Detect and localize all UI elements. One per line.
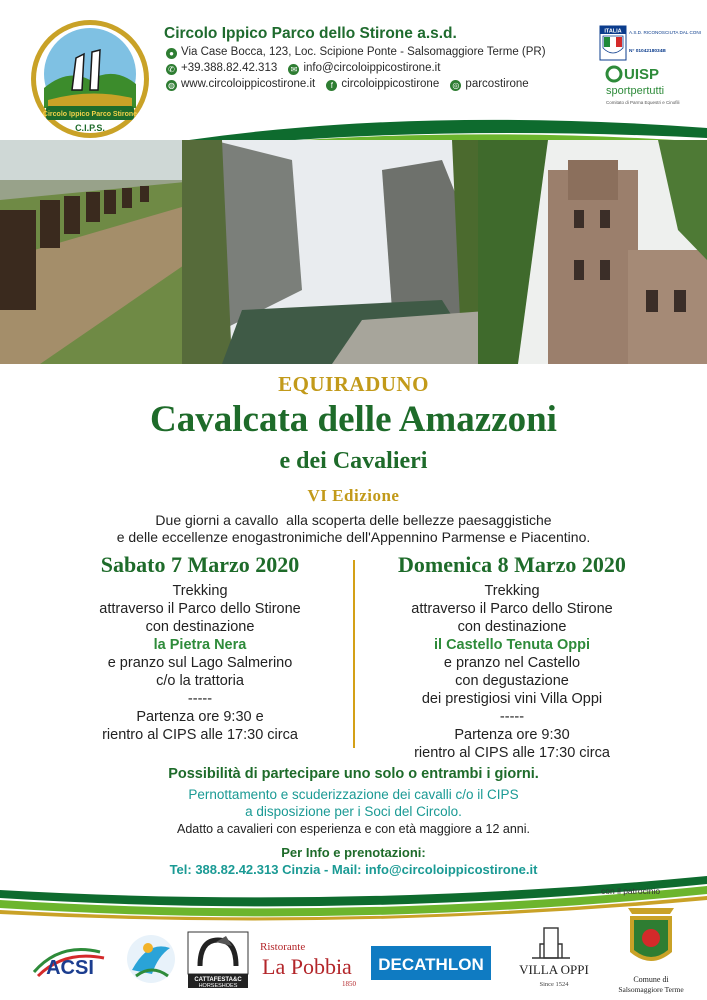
saturday-line-3: con destinazione bbox=[145, 619, 255, 635]
footer-swoosh bbox=[0, 870, 707, 930]
ristorante-text: Ristorante bbox=[260, 941, 306, 953]
saturday-program bbox=[40, 552, 360, 744]
sunday-line-5: con degustazione bbox=[455, 673, 569, 689]
intro-line-2: e delle eccellenze enogastronimiche dell'Appennino Parmense e Piacentino. bbox=[116, 529, 591, 545]
acsi-text: ACSI bbox=[46, 957, 94, 979]
phone: +39.388.82.42.313 bbox=[181, 62, 278, 74]
horseshoes-text: HORSESHOES bbox=[198, 983, 238, 989]
sunday-line-4: e pranzo nel Castello bbox=[443, 655, 581, 671]
facebook-icon: f bbox=[326, 80, 337, 91]
sunday-destination: il Castello Tenuta Oppi bbox=[433, 637, 591, 653]
note-experience: Adatto a cavalieri con esperienza e con età maggiore a 12 anni. bbox=[176, 822, 530, 836]
villa-oppi-since: Since 1524 bbox=[539, 981, 569, 988]
email[interactable]: info@circoloippicostirone.it bbox=[303, 62, 441, 74]
logo-text-bottom: C.I.P.S. bbox=[75, 123, 105, 133]
globe-icon: ◍ bbox=[166, 80, 177, 91]
logo-text-top: Circolo Ippico Parco Stirone bbox=[42, 111, 138, 118]
sunday-title: Domenica 8 Marzo 2020 bbox=[398, 552, 626, 577]
intro-line-1: Due giorni a cavallo alla scoperta delle bellezze paesaggistiche bbox=[155, 512, 552, 528]
club-name: Circolo Ippico Parco dello Stirone a.s.d. bbox=[164, 25, 457, 42]
photo-gorge bbox=[182, 140, 500, 364]
instagram-icon: ◎ bbox=[450, 80, 461, 91]
uisp-name: UISP bbox=[624, 66, 660, 83]
address-row bbox=[166, 46, 546, 59]
coni-logo bbox=[600, 26, 701, 60]
saturday-title: Sabato 7 Marzo 2020 bbox=[100, 552, 300, 577]
decathlon-text: DECATHLON bbox=[378, 955, 484, 974]
comune-line-2: Salsomaggiore Terme bbox=[618, 985, 684, 994]
event-kicker: EQUIRADUNO bbox=[278, 372, 429, 396]
comune-salsomaggiore-crest bbox=[606, 900, 696, 996]
patrocinio-label: con il patrocinio bbox=[601, 886, 661, 896]
event-subtitle: e dei Cavalieri bbox=[279, 448, 428, 474]
photo-castle bbox=[478, 140, 707, 364]
sunday-program bbox=[352, 552, 672, 762]
saturday-line-2: attraverso il Parco dello Stirone bbox=[99, 601, 301, 617]
facebook[interactable]: circoloippicostirone bbox=[341, 78, 440, 90]
saturday-line-5: c/o la trattoria bbox=[156, 673, 244, 689]
sunday-line-8: rientro al CIPS alle 17:30 circa bbox=[414, 745, 610, 761]
la-pobbia-logo bbox=[258, 938, 368, 990]
coni-italia: ITALIA bbox=[604, 28, 622, 35]
event-edition: VI Edizione bbox=[307, 486, 400, 505]
coni-asd: A.S.D. RICONOSCIUTA DAL CONI bbox=[629, 30, 701, 35]
coni-number: N° 0104218034B bbox=[629, 49, 666, 54]
pobbia-text: La Pobbia bbox=[262, 954, 352, 979]
saturday-line-6: Partenza ore 9:30 e bbox=[136, 709, 264, 725]
uisp-sub: sportpertutti bbox=[606, 85, 665, 97]
saturday-line-1: Trekking bbox=[172, 583, 228, 599]
saturday-separator: ----- bbox=[187, 691, 213, 707]
photo-horse-trail bbox=[0, 140, 206, 364]
note-lodging-2: a disposizione per i Soci del Circolo. bbox=[245, 804, 462, 819]
sunday-separator: ----- bbox=[499, 709, 525, 725]
address: Via Case Bocca, 123, Loc. Scipione Ponte - Salsomaggiore Terme (PR) bbox=[181, 46, 546, 58]
cattafesta-logo bbox=[186, 930, 250, 990]
comune-line-1: Comune di bbox=[633, 975, 669, 984]
contact-row bbox=[166, 62, 440, 75]
sunday-line-1: Trekking bbox=[484, 583, 540, 599]
web-row bbox=[166, 78, 529, 91]
sunday-line-7: Partenza ore 9:30 bbox=[454, 727, 570, 743]
phone-icon: ✆ bbox=[166, 64, 177, 75]
website[interactable]: www.circoloippicostirone.it bbox=[181, 78, 316, 90]
event-intro bbox=[0, 512, 707, 546]
sunday-line-6: dei prestigiosi vini Villa Oppi bbox=[421, 691, 603, 707]
acsi-logo bbox=[30, 938, 110, 984]
sunday-line-3: con destinazione bbox=[457, 619, 567, 635]
info-label: Per Info e prenotazioni: bbox=[281, 845, 426, 860]
note-lodging-1: Pernottamento e scuderizzazione dei cavalli c/o il CIPS bbox=[188, 787, 519, 802]
villa-oppi-text: VILLA OPPI bbox=[519, 962, 589, 977]
uisp-logo bbox=[604, 64, 694, 110]
sunday-line-2: attraverso il Parco dello Stirone bbox=[411, 601, 613, 617]
rider-sponsor-logo bbox=[118, 930, 184, 988]
event-title: Cavalcata delle Amazzoni bbox=[150, 399, 557, 440]
note-lodging bbox=[0, 786, 707, 820]
saturday-destination: la Pietra Nera bbox=[153, 637, 247, 653]
cattafesta-text: CATTAFESTA&C bbox=[194, 977, 242, 983]
info-contacts[interactable]: Tel: 388.82.42.313 Cinzia - Mail: info@circoloippicostirone.it bbox=[169, 862, 538, 877]
instagram[interactable]: parcostirone bbox=[465, 78, 529, 90]
mail-icon: ✉ bbox=[288, 64, 299, 75]
villa-oppi-logo bbox=[508, 922, 600, 992]
uisp-small: Comitato di Parma Equestri e Cinofili bbox=[606, 100, 680, 105]
pobbia-year: 1850 bbox=[342, 980, 356, 988]
saturday-line-4: e pranzo sul Lago Salmerino bbox=[107, 655, 293, 671]
location-pin-icon: ● bbox=[166, 48, 177, 59]
decathlon-logo bbox=[371, 946, 491, 980]
note-both-days: Possibilità di partecipare uno solo o entrambi i giorni. bbox=[168, 766, 539, 782]
saturday-line-7: rientro al CIPS alle 17:30 circa bbox=[102, 727, 298, 743]
